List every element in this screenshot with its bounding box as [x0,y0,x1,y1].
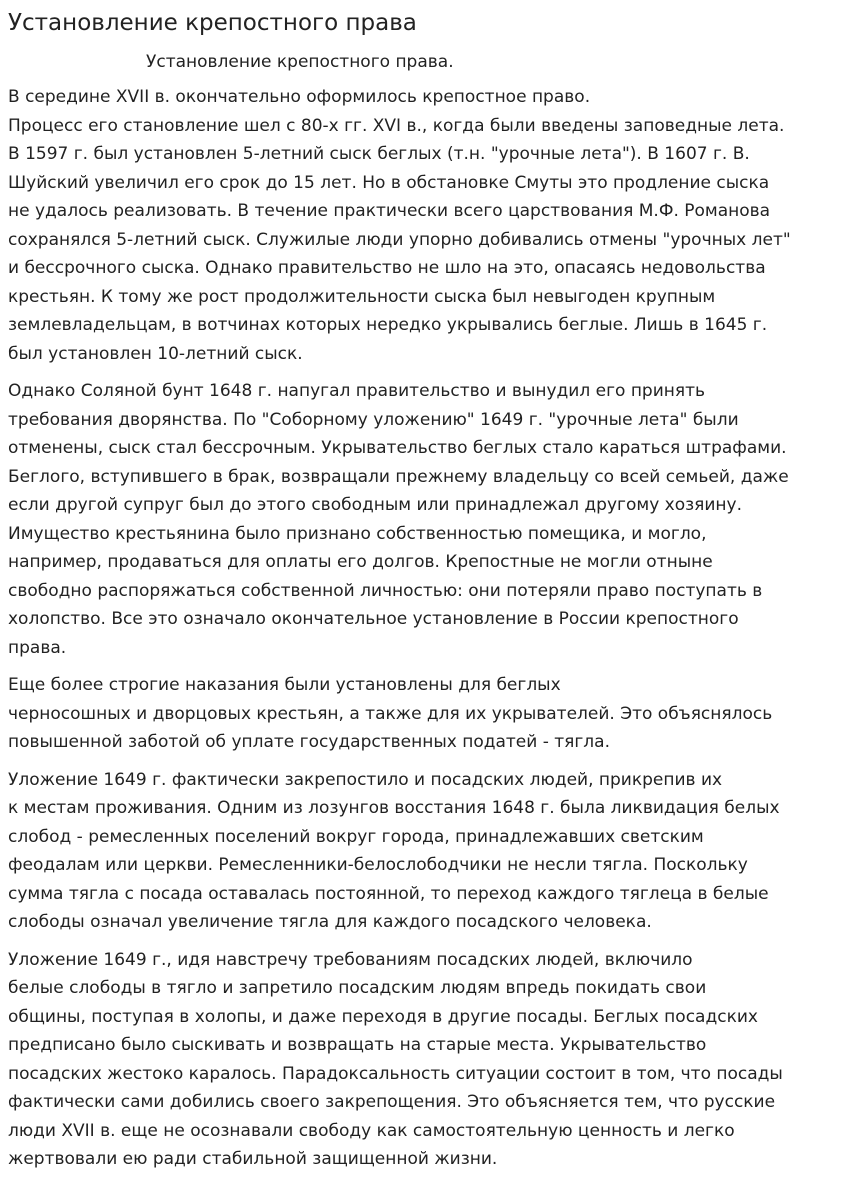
text-line: Имущество крестьянина было признано собственностью помещика, и могло, [8,523,707,544]
text-line: Еще более строгие наказания были установлены для беглых [8,675,561,695]
article-body [8,83,839,1174]
paragraph [8,377,839,662]
text-line: землевладельцам, в вотчинах которых нередко укрывались беглые. Лишь в 1645 г. [8,315,768,335]
paragraph [8,671,839,757]
text-line: и бессрочного сыска. Однако правительство не шло на это, опасаясь недовольства [8,258,766,278]
text-line: если другой супруг был до этого свободным или принадлежал другому хозяину. [8,495,743,515]
text-line: В середине XVII в. окончательно оформилось крепостное право. [8,87,591,107]
text-line: права. [8,637,67,658]
text-line: сумма тягла с посада оставалась постоянной, то переход каждого тяглеца в белые [8,883,769,904]
paragraph [8,946,839,1174]
text-line: холопство. Все это означало окончательное установление в России крепостного [8,609,739,629]
text-line: к местам проживания. Одним из лозунгов восстания 1648 г. была ликвидация белых [8,798,780,818]
text-line: крестьян. К тому же рост продолжительности сыска был невыгоден крупным [8,286,716,307]
text-line: Шуйский увеличил его срок до 15 лет. Но в обстановке Смуты это продление сыска [8,172,770,193]
text-line: люди XVII в. еще не осознавали свободу как самостоятельную ценность и легко [8,1120,735,1141]
text-line: Однако Соляной бунт 1648 г. напугал правительство и вынудил его принять [8,381,706,401]
text-line: был установлен 10-летний сыск. [8,343,303,364]
text-line: Процесс его становление шел с 80-х гг. XVI в., когда были введены заповедные лета. [8,115,785,136]
text-line: слобод - ремесленных поселений вокруг города, принадлежавших светским [8,826,704,847]
text-line: Беглого, вступившего в брак, возвращали прежнему владельцу со всей семьей, даже [8,466,789,487]
text-line: В 1597 г. был установлен 5-летний сыск беглых (т.н. "урочные лета"). В 1607 г. В. [8,144,750,164]
paragraph [8,766,839,937]
text-line: фактически сами добились своего закрепощения. Это объясняется тем, что русские [8,1092,776,1112]
text-line: жертвовали ею ради стабильной защищенной жизни. [8,1149,498,1169]
text-line: повышенной заботой об уплате государственных податей - тягла. [8,732,610,752]
text-line: сохранялся 5-летний сыск. Служилые люди упорно добивались отмены "урочных лет" [8,229,791,250]
text-line: не удалось реализовать. В течение практически всего царствования М.Ф. Романова [8,201,771,221]
page-title: Установление крепостного права [8,10,417,36]
text-line: посадских жестоко каралось. Парадоксальность ситуации состоит в том, что посады [8,1063,783,1084]
text-line: Уложение 1649 г. фактически закрепостило и посадских людей, прикрепив их [8,769,723,790]
text-line: отменены, сыск стал бессрочным. Укрывательство беглых стало караться штрафами. [8,438,787,458]
text-line: слободы означал увеличение тягла для каждого посадского человека. [8,912,652,932]
document-subtitle: Установление крепостного права. [146,52,454,72]
text-line: например, продаваться для оплаты его долгов. Крепостные не могли отныне [8,552,713,572]
text-line: белые слободы в тягло и запретило посадским людям впредь покидать свои [8,978,707,998]
paragraph [8,83,839,368]
text-line: свободно распоряжаться собственной личностью: они потеряли право поступать в [8,580,763,601]
text-line: предписано было сыскивать и возвращать на старые места. Укрывательство [8,1035,707,1055]
text-line: феодалам или церкви. Ремесленники-белослободчики не несли тягла. Поскольку [8,855,748,875]
text-line: общины, поступая в холопы, и даже переходя в другие посады. Беглых посадских [8,1006,758,1027]
text-line: черносошных и дворцовых крестьян, а также для их укрывателей. Это объяснялось [8,703,773,724]
text-line: Уложение 1649 г., идя навстречу требованиям посадских людей, включило [8,949,693,970]
text-line: требования дворянства. По "Соборному уложению" 1649 г. "урочные лета" были [8,409,739,430]
